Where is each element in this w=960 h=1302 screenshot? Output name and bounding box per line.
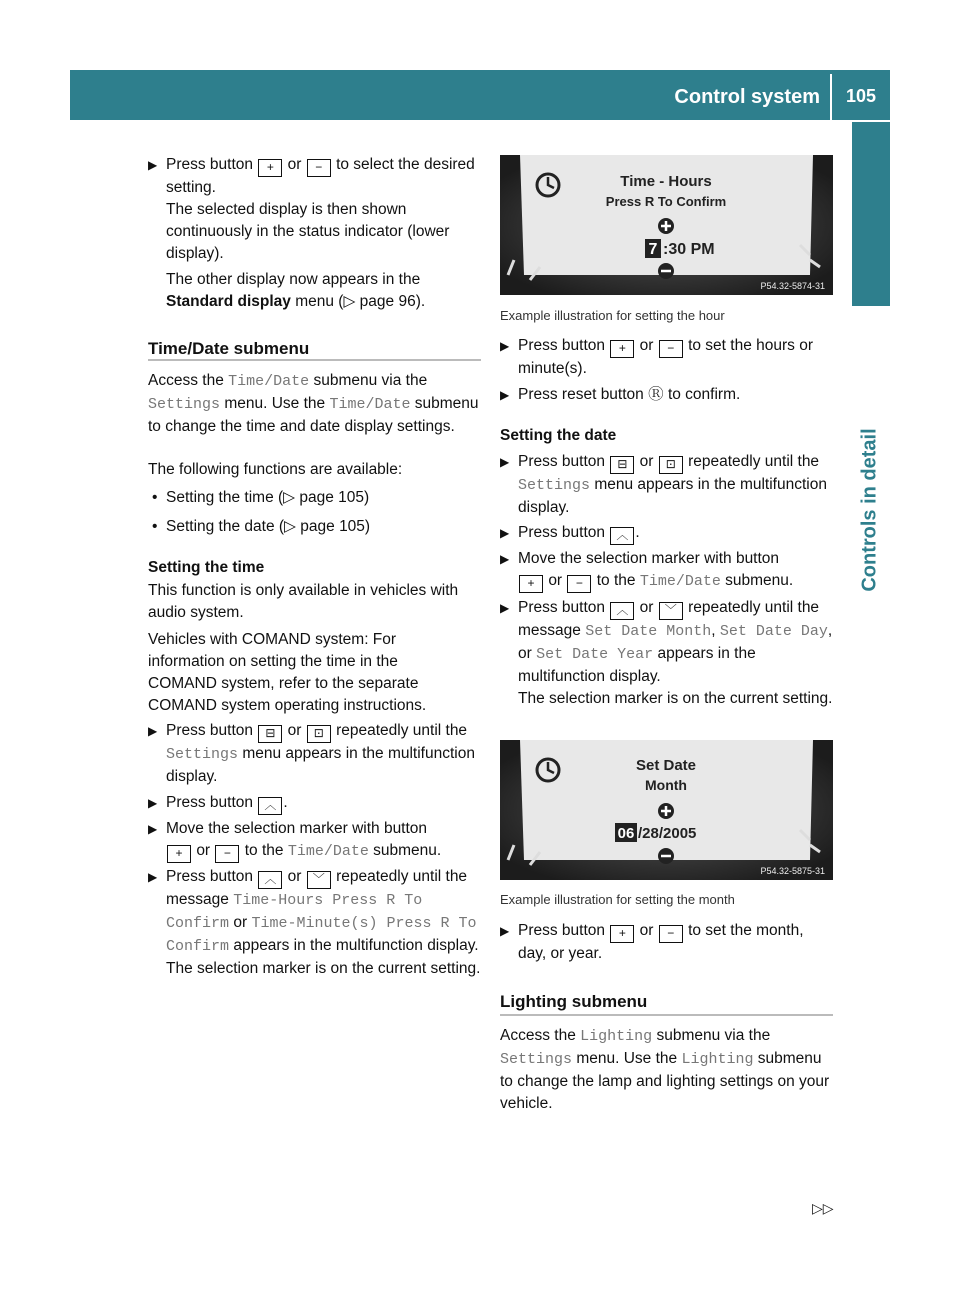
heading-setting-time: Setting the time [148, 559, 265, 576]
display-line-2: Press R To Confirm [605, 194, 727, 209]
heading-rule [500, 1014, 833, 1016]
access-paragraph: Access the Time/Date submenu via the Settings menu. Use the Time/Date submenu to change the time and date display settings. [148, 372, 479, 435]
minus-icon: − [659, 340, 683, 358]
heading-lighting-submenu: Lighting submenu [500, 992, 648, 1011]
heading-rule [148, 359, 481, 361]
display-illustration-month [500, 740, 833, 880]
step-date-open-settings: ▶ Press button ⊟ or ⊡ repeatedly until the Settings menu appears in the multifunction display. [500, 453, 827, 516]
step-move-marker: ▶ Move the selection marker with button + or − to the Time/Date submenu. [148, 818, 483, 863]
minus-icon: − [307, 159, 331, 177]
plus-icon: + [258, 159, 282, 177]
caption-month: Example illustration for setting the month [500, 892, 735, 907]
plus-icon: + [167, 845, 191, 863]
plus-icon: + [610, 340, 634, 358]
menu-back-icon: ⊟ [610, 456, 634, 474]
functions-intro: The following functions are available: [148, 461, 403, 478]
page-header-title: Control system [674, 86, 820, 108]
menu-forward-icon: ⊡ [659, 456, 683, 474]
reset-icon: Ⓡ [648, 386, 664, 403]
step-press-up: ▶ Press button ︿ . [148, 792, 483, 815]
step-select-setting: ▶ Press button + or − to select the desired setting. The selected display is then shown continuously in the status indicator (lower display). The other display now appears in the Standard display menu (▷ page 96). [148, 156, 475, 310]
heading-time-date-submenu: Time/Date submenu [148, 339, 310, 358]
up-icon: ︿ [610, 527, 634, 545]
display-value: /28/2005 [638, 825, 697, 842]
figure-code: P54.32-5874-31 [760, 281, 825, 291]
step-open-settings: ▶ Press button ⊟ or ⊡ repeatedly until the Settings menu appears in the multifunction display. [148, 722, 475, 785]
side-label: Controls in detail [858, 428, 881, 592]
step-date-select-message: ▶ Press button ︿ or ﹀ repeatedly until the message Set Date Month, Set Date Day, or Set Date Year appears in the multifunction display. The selection marker is on the current setting. [500, 599, 833, 707]
minus-icon: − [567, 575, 591, 593]
figure-code: P54.32-5875-31 [760, 866, 825, 876]
heading-setting-date: Setting the date [500, 427, 617, 444]
down-icon: ﹀ [307, 871, 331, 889]
bullet-time: • Setting the time (▷ page 105) [152, 489, 370, 506]
plus-icon: + [519, 575, 543, 593]
plus-icon: + [610, 925, 634, 943]
display-line-1: Time - Hours [620, 173, 712, 190]
continue-arrow-icon: ▷▷ [812, 1200, 834, 1216]
selected-value: 06 [617, 825, 635, 842]
step-select-message: ▶ Press button ︿ or ﹀ repeatedly until the message Time-Hours Press R To Confirm or Time-Minute(s) Press R To Confirm appears in the multifunction display. The selection marker is on the current setting. [148, 868, 481, 977]
step-date-press-up: ▶ Press button ︿ . [500, 522, 835, 545]
display-value: :30 PM [663, 241, 715, 258]
up-icon: ︿ [258, 871, 282, 889]
figure-set-date-month [500, 740, 833, 880]
minus-icon: − [215, 845, 239, 863]
lighting-paragraph: Access the Lighting submenu via the Settings menu. Use the Lighting submenu to change the lamp and lighting settings on your vehicle. [500, 1027, 830, 1112]
time-paragraph-1: This function is only available in vehicles with audio system. [148, 582, 459, 621]
step-set-hours: ▶ Press button + or − to set the hours or minute(s). [500, 337, 814, 377]
menu-forward-icon: ⊡ [307, 725, 331, 743]
display-line-1: Set Date [635, 757, 697, 774]
page-header [70, 70, 890, 120]
time-paragraph-2: Vehicles with COMAND system: For information on setting the time in the COMAND system, refer to the separate COMAND system operating instructions. [148, 631, 427, 714]
caption-hour: Example illustration for setting the hour [500, 308, 725, 323]
step-confirm: ▶ Press reset button Ⓡ to confirm. [500, 386, 741, 403]
down-icon: ﹀ [659, 602, 683, 620]
side-tab [852, 122, 890, 306]
selected-value: 7 [648, 241, 658, 258]
step-date-move-marker: ▶ Move the selection marker with button + or − to the Time/Date submenu. [500, 548, 835, 593]
figure-time-hours [500, 155, 833, 295]
step-set-month: ▶ Press button + or − to set the month, day, or year. [500, 922, 804, 962]
header-divider [830, 74, 832, 120]
display-illustration-hour [500, 155, 833, 295]
minus-icon: − [659, 925, 683, 943]
menu-back-icon: ⊟ [258, 725, 282, 743]
display-line-2: Month [645, 777, 687, 793]
up-icon: ︿ [610, 602, 634, 620]
page-number: 105 [845, 86, 876, 106]
bullet-date: • Setting the date (▷ page 105) [152, 518, 371, 535]
up-icon: ︿ [258, 797, 282, 815]
